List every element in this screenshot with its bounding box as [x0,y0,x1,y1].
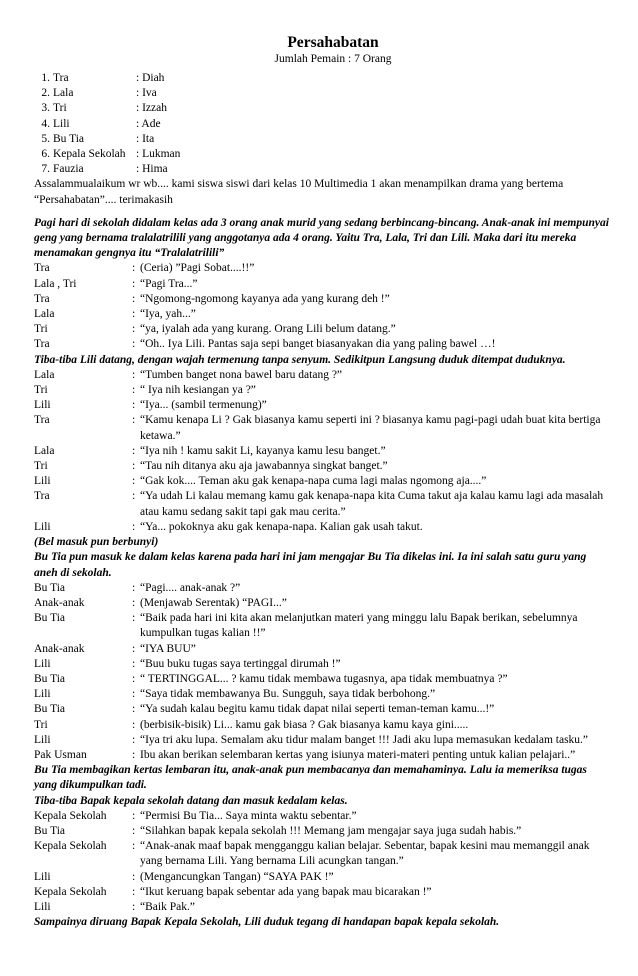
speaker-name: Tri [34,460,48,473]
dialogue-text: (Mengancungkan Tangan) “SAYA PAK !” [140,870,334,883]
narration-paragraph: (Bel masuk pun berbunyi) [34,536,159,549]
dialogue-text: “Gak kok.... Teman aku gak kenapa-napa cuma lagi malas ngomong aja....” [140,475,487,488]
dialogue-text: “Tumben banget nona bawel baru datang ?” [140,368,343,381]
colon-separator: : [132,809,136,822]
dialogue-line [34,900,610,915]
colon-separator: : [132,900,136,913]
player-count: Jumlah Pemain : 7 Orang [274,53,392,65]
speaker-name: Bu Tia [34,824,66,837]
dialogue-line [34,657,610,672]
colon-separator: : [132,824,136,837]
narration-paragraph: Tiba-tiba Bapak kepala sekolah datang dan masuk kedalam kelas. [34,794,348,807]
dialogue-line [34,581,610,596]
colon-separator: : [132,733,136,746]
colon-separator: : [132,672,136,685]
speaker-name: Bu Tia [34,703,66,716]
colon-separator: : [132,384,136,397]
dialogue-text: “ya, iyalah ada yang kurang. Orang Lili belum datang.” [140,323,396,336]
dialogue-line [34,596,610,611]
dialogue-text: “Pagi.... anak-anak ?” [140,581,241,594]
speaker-name: Bu Tia [34,612,66,625]
dialogue-text: (Menjawab Serentak) “PAGI...” [140,596,287,609]
speaker-name: Bu Tia [34,672,66,685]
colon-separator: : [132,657,136,670]
dialogue-block [34,809,610,915]
dialogue-line [34,307,610,322]
colon-separator: : [132,460,136,473]
cast-item: 7. Fauzia : Hima [41,163,168,176]
colon-separator: : [132,612,136,625]
narration-paragraph: Sampainya diruang Bapak Kepala Sekolah, Lili duduk tegang di handapan bapak kepala sekolah. [34,916,500,929]
dialogue-line [34,444,610,459]
intro-paragraph: Assalammualaikum wr wb.... kami siswa siswi dari kelas 10 Multimedia 1 akan menampilkan drama yang bertema “Persahabatan”.... terimakasih [34,178,564,206]
dialogue-text: “Permisi Bu Tia... Saya minta waktu sebentar.” [140,809,357,822]
dialogue-text: “Kamu kenapa Li ? Gak biasanya kamu seperti ini ? biasanya kamu pagi-pagi udah buat kita bertiga ketawa.” [140,414,601,442]
dialogue-line [34,733,610,748]
dialogue-text: “ Iya nih kesiangan ya ?” [140,384,256,397]
colon-separator: : [132,581,136,594]
dialogue-text: “Oh.. Iya Lili. Pantas saja sepi banget biasanyakan dia yang paling bawel …! [140,338,496,351]
dialogue-line [34,337,610,352]
colon-separator: : [132,885,136,898]
colon-separator: : [132,444,136,457]
dialogue-line [34,642,610,657]
cast-item: 1. Tra : Diah [41,72,165,84]
colon-separator: : [132,368,136,381]
speaker-name: Lala [34,368,55,381]
colon-separator: : [132,323,136,336]
dialogue-line [34,322,610,337]
speaker-name: Lili [34,733,51,746]
dialogue-text: (Ceria) ”Pagi Sobat....!!” [140,262,255,275]
speaker-name: Kepala Sekolah [34,840,107,853]
speaker-name: Tri [34,384,48,397]
speaker-name: Lili [34,688,51,701]
colon-separator: : [132,718,136,731]
colon-separator: : [132,520,136,533]
colon-separator: : [132,870,136,883]
narration-paragraph: Bu Tia membagikan kertas lembaran itu, anak-anak pun membacanya dan memahaminya. Lalu ia memeriksa tugas yang dikumpulkan tadi. [34,764,587,792]
speaker-name: Bu Tia [34,581,66,594]
dialogue-line [34,383,610,398]
cast-item: 5. Bu Tia : Ita [41,132,155,145]
dialogue-text: “Iya, yah...” [140,308,196,321]
colon-separator: : [132,262,136,275]
colon-separator: : [132,292,136,305]
colon-separator: : [132,688,136,701]
narration-paragraph: Bu Tia pun masuk ke dalam kelas karena pada hari ini jam mengajar Bu Tia dikelas ini. Ia ini salah satu guru yang aneh di sekolah. [34,551,587,579]
cast-item: 3. Tri : Izzah [41,102,167,115]
speaker-name: Anak-anak [34,642,85,655]
dialogue-line [34,489,610,519]
cast-item: 4. Lili : Ade [41,117,161,130]
dialogue-line [34,398,610,413]
dialogue-text: (berbisik-bisik) Li... kamu gak biasa ? Gak biasanya kamu kaya gini..... [140,718,469,731]
dialogue-text: “Tau nih ditanya aku aja jawabannya singkat banget.” [140,460,388,473]
dialogue-text: “Anak-anak maaf bapak mengganggu kalian belajar. Sebentar, bapak kesini mau memanggil anak yang bernama Lili. Yang bernama Lili acungkan tangan.” [140,840,590,868]
dialogue-text: “Ya udah Li kalau memang kamu gak kenapa-napa kita Cuma takut aja kalau kamu lagi ada masalah atau kamu sedang sakit tapi gak mau cerita.” [140,490,604,518]
narration-paragraph: Tiba-tiba Lili datang, dengan wajah termenung tanpa senyum. Sedikitpun Langsung duduk ditempat duduknya. [34,353,566,366]
colon-separator: : [132,642,136,655]
dialogue-line [34,292,610,307]
speaker-name: Kepala Sekolah [34,809,107,822]
dialogue-line [34,885,610,900]
speaker-name: Tri [34,323,48,336]
colon-separator: : [132,703,136,716]
speaker-name: Lili [34,475,51,488]
speaker-name: Lili [34,520,51,533]
dialogue-text: “Baik Pak.” [140,900,195,913]
speaker-name: Pak Usman [34,748,87,761]
colon-separator: : [132,596,136,609]
dialogue-text: “IYA BUU” [140,642,196,655]
dialogue-text: “Iya... (sambil termenung)” [140,399,267,412]
colon-separator: : [132,338,136,351]
dialogue-text: “Ya... pokoknya aku gak kenapa-napa. Kalian gak usah takut. [140,520,423,533]
speaker-name: Lili [34,657,51,670]
dialogue-text: Ibu akan berikan selembaran kertas yang isiunya materi-materi penting untuk kalian pelajari..” [140,748,576,761]
colon-separator: : [132,399,136,412]
speaker-name: Tra [34,292,50,305]
dialogue-line [34,702,610,717]
dialogue-line [34,413,610,443]
dialogue-line [34,474,610,489]
cast-list [34,71,610,177]
dialogue-text: “Silahkan bapak kepala sekolah !!! Memang jam mengajar saya juga sudah habis.” [140,824,522,837]
dialogue-text: “Ngomong-ngomong kayanya ada yang kurang deh !” [140,292,390,305]
cast-item: 6. Kepala Sekolah : Lukman [41,148,181,161]
speaker-name: Tra [34,262,50,275]
dialogue-text: “ TERTINGGAL... ? kamu tidak membawa tugasnya, apa tidak membuatnya ?” [140,672,508,685]
dialogue-block [34,261,610,352]
dialogue-text: “Iya tri aku lupa. Semalam aku tidur malam banget !!! Jadi aku lupa memasukan kedalam tasku.” [140,733,589,746]
dialogue-line [34,870,610,885]
dialogue-text: “Pagi Tra...” [140,277,198,290]
colon-separator: : [132,748,136,761]
dialogue-block [34,368,610,535]
speaker-name: Lala [34,444,55,457]
dialogue-line [34,459,610,474]
dialogue-line [34,368,610,383]
dialogue-text: “Buu buku tugas saya tertinggal dirumah !” [140,657,341,670]
colon-separator: : [132,490,136,503]
dialogue-text: “Saya tidak membawanya Bu. Sungguh, saya tidak berbohong.” [140,688,436,701]
dialogue-text: “Iya nih ! kamu sakit Li, kayanya kamu lesu banget.” [140,444,386,457]
speaker-name: Lala [34,308,55,321]
speaker-name: Kepala Sekolah [34,885,107,898]
dialogue-line [34,824,610,839]
speaker-name: Lili [34,399,51,412]
narration-paragraph: Pagi hari di sekolah didalam kelas ada 3 orang anak murid yang sedang berbincang-bincang. Anak-anak ini mempunyai geng yang bernama tralalatrilili yang anggotanya ada 4 orang. Yaitu Tra, Lala, Tri dan Lili. Maka dari itu mereka menamakan gengnya itu “Tralalatrilili” [34,216,609,260]
document-title: Persahabatan [287,34,379,51]
speaker-name: Tri [34,718,48,731]
dialogue-line [34,277,610,292]
dialogue-line [34,261,610,276]
speaker-name: Anak-anak [34,596,85,609]
colon-separator: : [132,840,136,853]
speaker-name: Tra [34,338,50,351]
colon-separator: : [132,414,136,427]
speaker-name: Lili [34,900,51,913]
cast-item: 2. Lala : Iva [41,87,157,100]
dialogue-line [34,672,610,687]
speaker-name: Lili [34,870,51,883]
dialogue-line [34,687,610,702]
dialogue-line [34,611,610,641]
dialogue-line [34,839,610,869]
speaker-name: Tra [34,490,50,503]
dialogue-line [34,520,610,535]
dialogue-line [34,718,610,733]
dialogue-line [34,809,610,824]
colon-separator: : [132,277,136,290]
dialogue-text: “Ya sudah kalau begitu kamu tidak dapat nilai seperti teman-teman kamu...!” [140,703,495,716]
colon-separator: : [132,475,136,488]
dialogue-text: “Ikut keruang bapak sebentar ada yang bapak mau bicarakan !” [140,885,432,898]
dialogue-block [34,581,610,763]
dialogue-text: “Baik pada hari ini kita akan melanjutkan materi yang minggu lalu Bapak berikan, sebelumnya kumpulkan tugas kalian !!” [140,612,578,640]
dialogue-line [34,748,610,763]
colon-separator: : [132,308,136,321]
spacer [34,208,610,216]
speaker-name: Lala , Tri [34,277,77,290]
speaker-name: Tra [34,414,50,427]
